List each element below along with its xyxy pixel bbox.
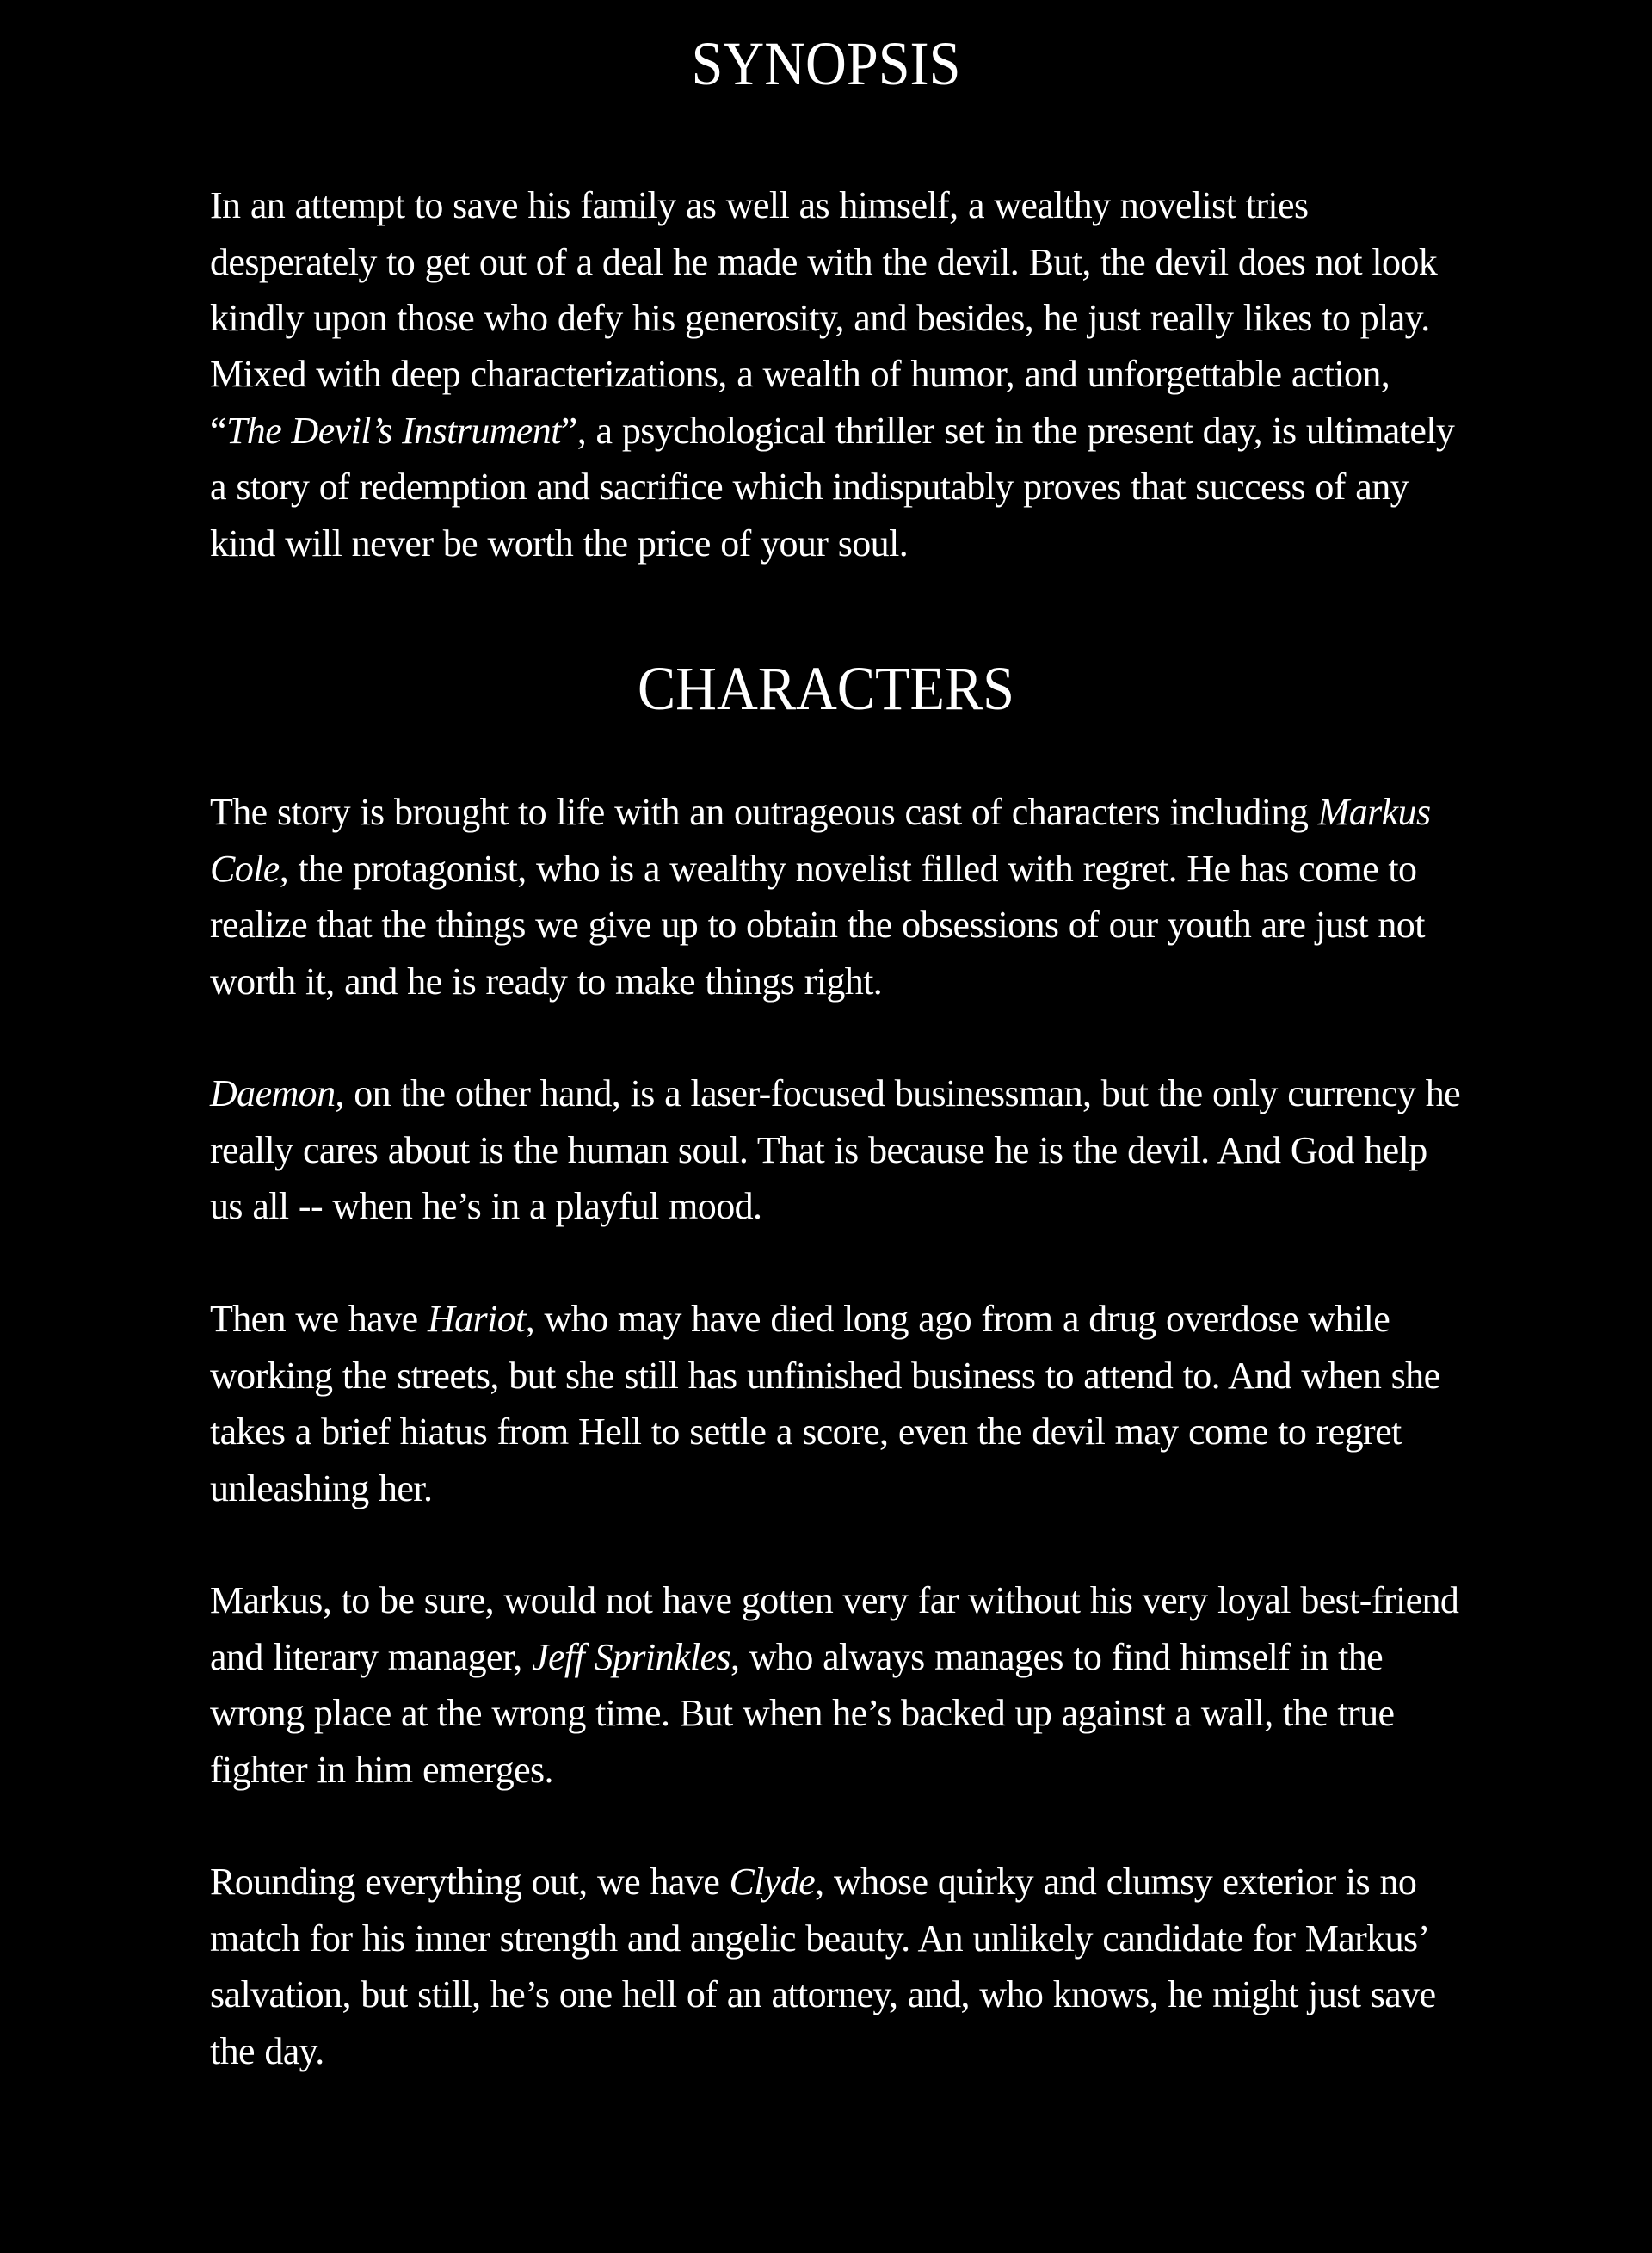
character-paragraph-text: Markus, to be sure, would not have gotten very far without his very loyal best-friend and literary manager, [210,1579,1459,1678]
synopsis-paragraph-2-text-a: Mixed with deep characterizations, a wealth of humor, and unforgettable action, “ [210,353,1390,452]
synopsis-paragraph-2-text-b: ”, a psychological thriller set in the present day, is ultimately a story of redemption and sacrifice which indisputably proves that success of any kind will never be worth the price of your soul. [210,409,1455,565]
book-title: The Devil’s Instrument [225,409,561,452]
character-name-jeff-sprinkles: Jeff Sprinkles [532,1635,730,1678]
character-paragraph-jeff [210,1572,1466,1798]
character-name-daemon: Daemon [210,1072,336,1114]
character-paragraph-text: Then we have [210,1298,428,1340]
synopsis-heading: SYNOPSIS [691,29,961,98]
character-paragraph-text: , the protagonist, who is a wealthy novelist filled with regret. He has come to realize that the things we give up to obtain the obsessions of our youth are just not worth it, and he is ready to make things right. [210,847,1425,1003]
character-paragraph-text: , whose quirky and clumsy exterior is no match for his inner strength and angelic beauty. An unlikely candidate for Markus’ salvation, but still, he’s one hell of an attorney, and, who knows, he might just save the day. [210,1861,1436,2072]
character-paragraph-markus [210,784,1466,1009]
character-paragraph-hariot [210,1291,1466,1516]
character-paragraph-text: , who always manages to find himself in the wrong place at the wrong time. But when he’s backed up against a wall, the true fighter in him emerges. [210,1635,1395,1791]
synopsis-paragraph-2 [210,346,1466,571]
character-paragraph-text: , on the other hand, is a laser-focused businessman, but the only currency he really cares about is the human soul. That is because he is the devil. And God help us all -- when he’s in a playful mood. [210,1072,1461,1227]
character-paragraph-clyde [210,1854,1466,2079]
synopsis-paragraph-1: In an attempt to save his family as well as himself, a wealthy novelist tries desperately to get out of a deal he made with the devil. But, the devil does not look kindly upon those who defy his generosity, and besides, he just really likes to play. [210,184,1438,339]
characters-heading: CHARACTERS [637,654,1015,723]
character-paragraph-text: Rounding everything out, we have [210,1861,730,1903]
character-paragraph-text: , who may have died long ago from a drug overdose while working the streets, but she still has unfinished business to attend to. And when she takes a brief hiatus from Hell to settle a score, even the devil may come to regret unleashing her. [210,1298,1440,1509]
character-name-clyde: Clyde [729,1861,816,1903]
character-name-markus-cole: Markus Cole [210,791,1431,890]
character-paragraph-daemon [210,1065,1466,1235]
character-name-hariot: Hariot [427,1298,526,1340]
character-paragraph-text: The story is brought to life with an outrageous cast of characters including [210,791,1318,833]
